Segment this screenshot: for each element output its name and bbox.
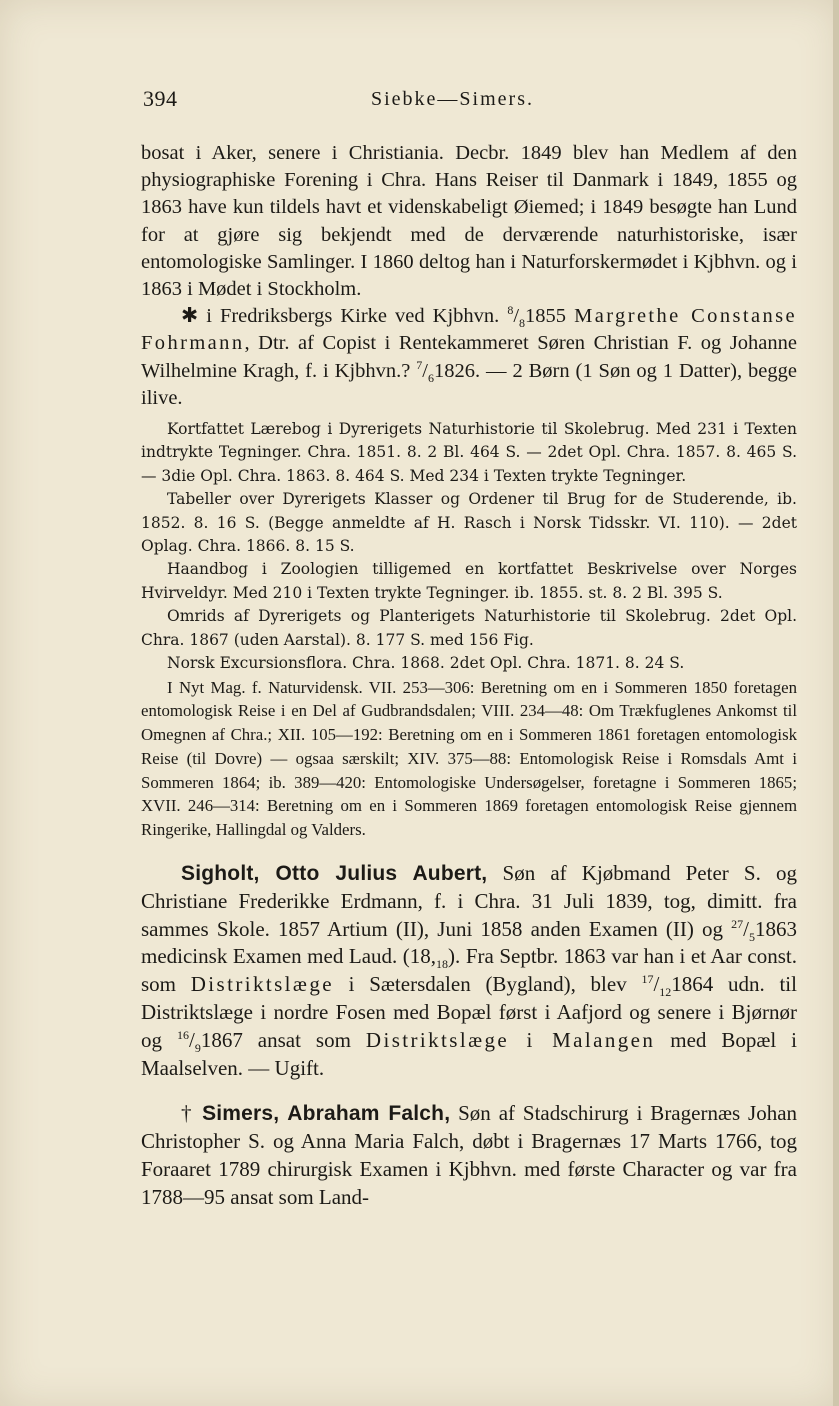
spouse-parents: , Dtr. af Copist i Rentekammeret Søren Christian F. og Johanne Wilhelmine Kragh, f. i Kjbhvn.? bbox=[141, 332, 797, 382]
entry-simers: † Simers, Abraham Falch, Søn af Stadschirurg i Bragernæs Johan Christopher S. og Anna Maria Falch, døbt i Bragernæs 17 Marts 1766, tog Foraaret 1789 chirurgisk Examen i Kjbhvn. med første Character og var fra 1788—95 ansat som Land- bbox=[141, 1101, 798, 1209]
deceased-dagger: † bbox=[181, 1101, 195, 1126]
spouse-name: Margrethe Constanse Fohrmann bbox=[141, 305, 797, 355]
biblio-entry: Haandbog i Zoologien tilligemed en kortfattet Beskrivelse over Norges Hvirveldyr. Med 210 i Texten trykte Tegninger. ib. 1855. st. 8. 2 Bl. 395 S. bbox=[141, 560, 797, 602]
children-note: — 2 Børn (1 Søn og 1 Datter), begge ilive. bbox=[141, 359, 797, 409]
running-head: Siebke—Simers. bbox=[371, 88, 534, 110]
marriage-place: i Fredriksbergs Kirke ved Kjbhvn. bbox=[206, 305, 500, 328]
biblio-entry: Omrids af Dyrerigets og Planterigets Naturhistorie til Skolebrug. 2det Opl. Chra. 1867 (uden Aarstal). 8. 177 S. med 156 Fig. bbox=[141, 607, 797, 649]
entry-sigholt: Sigholt, Otto Julius Aubert, Søn af Kjøbmand Peter S. og Christiane Frederikke Erdmann, f. i Chra. 31 Juli 1839, tog, dimitt. fra sammes Skole. 1857 Artium (II), Juni 1858 anden Examen (II) og $^{27}/_51863$ medicinsk Examen med Laud. $(18,_{18})$. Fra Septbr. 1863 var han i et Aar const. som Distriktslæge i Sætersdalen (Bygland), blev $^{17}/_{12}1864$ udn. til Distriktslæge i nordre Fosen med Bopæl først i Aafjord og senere i Bjørnør og $^{16}/_91867$ ansat som Distriktslæge i Malangen med Bopæl i Maalselven. — Ugift. bbox=[141, 861, 798, 1080]
spouse-birth-date: $^7/_61826$. bbox=[416, 357, 481, 385]
page-number: 394 bbox=[143, 86, 178, 111]
marriage-paragraph bbox=[141, 303, 797, 412]
bibliography bbox=[141, 418, 797, 675]
biblio-entry: Kortfattet Lærebog i Dyrerigets Naturhistorie til Skolebrug. Med 231 i Texten indtrykte Tegninger. Chra. 1851. 8. 2 Bl. 464 S. — 2det Opl. Chra. 1857. 8. 465 S. — 3die Opl. Chra. 1863. 8. 464 S. Med 234 i Texten trykte Tegninger. bbox=[141, 420, 797, 485]
entry-name-sigholt: Sigholt, Otto Julius Aubert, bbox=[181, 862, 488, 886]
biblio-entry: Tabeller over Dyrerigets Klasser og Ordener til Brug for de Studerende, ib. 1852. 8. 16 S. (Begge anmeldte af H. Rasch i Norsk Tidsskr. VI. 110). — 2det Oplag. Chra. 1866. 8. 15 S. bbox=[141, 490, 797, 556]
page-edge bbox=[833, 0, 839, 1406]
entry-name-simers: Simers, Abraham Falch, bbox=[202, 1102, 451, 1126]
married-symbol: ✱ bbox=[181, 305, 199, 328]
biblio-entry: Norsk Excursionsflora. Chra. 1868. 2det Opl. Chra. 1871. 8. 24 S. bbox=[167, 654, 685, 673]
marriage-date: $^8/_81855$ bbox=[507, 303, 567, 331]
nyt-mag-articles: I Nyt Mag. f. Naturvidensk. VII. 253—306: Beretning om en i Sommeren 1850 foretagen entomologisk Reise i en Del af Gudbrandsdalen; VIII. 234—48: Om Trækfuglenes Ankomst til Omegnen af Chra.; XII. 105—192: Beretning om en i Sommeren 1861 foretagen entomologisk Reise (til Dovre) — ogsaa særskilt; XIV. 375—88: Entomologisk Reise i Romsdals Amt i Sommeren 1864; ib. 389—420: Entomologiske Undersøgelser, foretagne i Sommeren 1865; XVII. 246—314: Beretning om en i Sommeren 1869 foretagen entomologisk Reise gjennem Ringerike, Hallingdal og Valders. bbox=[141, 677, 797, 840]
page-body bbox=[141, 140, 797, 1212]
page-header bbox=[143, 86, 703, 116]
biography-paragraph: bosat i Aker, senere i Christiania. Decbr. 1849 blev han Medlem af den physiographiske Forening i Chra. Hans Reiser til Danmark i 1849, 1855 og 1863 have kun tildels havt et videnskabeligt Øiemed; i 1849 besøgte han Lund for at gjøre sig bekjendt med de derværende naturhistoriske, især entomologiske Samlinger. I 1860 deltog han i Naturforskermødet i Kjbhvn. og i 1863 i Mødet i Stockholm. bbox=[141, 142, 797, 301]
